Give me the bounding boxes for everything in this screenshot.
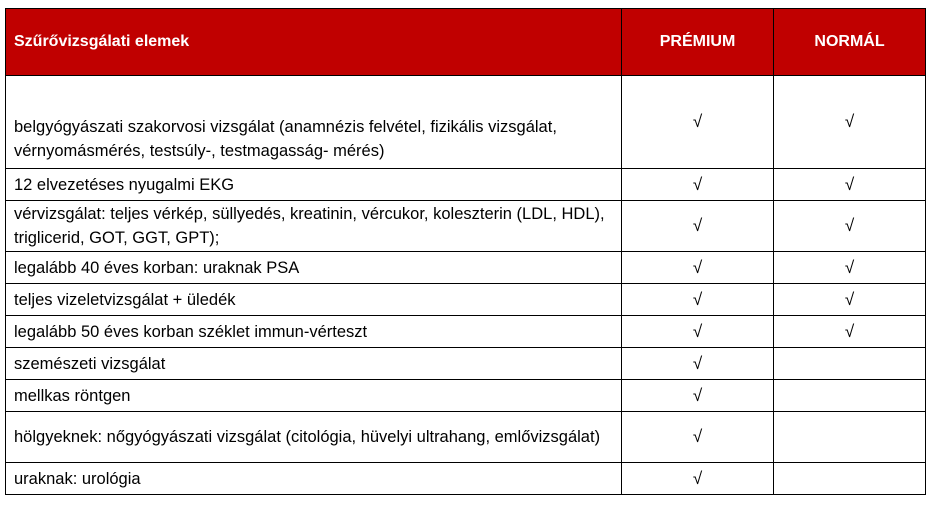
table-row [6,201,926,252]
table-row [6,284,926,316]
premium-check: √ [622,463,774,495]
row-item: szemészeti vizsgálat [6,348,622,380]
premium-check: √ [622,348,774,380]
table-row [6,348,926,380]
row-item: uraknak: urológia [6,463,622,495]
row-item: hölgyeknek: nőgyógyászati vizsgálat (citológia, hüvelyi ultrahang, emlővizsgálat) [6,412,622,463]
row-item: legalább 40 éves korban: uraknak PSA [6,252,622,284]
table-row [6,463,926,495]
normal-check [774,380,926,412]
row-item: teljes vizeletvizsgálat + üledék [6,284,622,316]
row-item: mellkas röntgen [6,380,622,412]
premium-check: √ [622,380,774,412]
row-item: legalább 50 éves korban széklet immun-vérteszt [6,316,622,348]
normal-check: √ [774,201,926,252]
normal-check: √ [774,252,926,284]
normal-check: √ [774,76,926,169]
table-row [6,169,926,201]
screening-comparison-table [5,8,926,495]
table-row [6,76,926,169]
premium-check: √ [622,284,774,316]
normal-check [774,463,926,495]
premium-check: √ [622,76,774,169]
header-normal: NORMÁL [774,9,926,76]
row-item: 12 elvezetéses nyugalmi EKG [6,169,622,201]
premium-check: √ [622,316,774,348]
header-screening-items: Szűrővizsgálati elemek [6,9,622,76]
table-row [6,380,926,412]
premium-check: √ [622,201,774,252]
premium-check: √ [622,412,774,463]
table-row [6,412,926,463]
normal-check: √ [774,169,926,201]
normal-check: √ [774,284,926,316]
row-item: belgyógyászati szakorvosi vizsgálat (anamnézis felvétel, fizikális vizsgálat, vérnyomásmérés, testsúly-, testmagasság- mérés) [6,76,622,169]
row-item: vérvizsgálat: teljes vérkép, süllyedés, kreatinin, vércukor, koleszterin (LDL, HDL), triglicerid, GOT, GGT, GPT); [6,201,622,252]
table-row [6,316,926,348]
premium-check: √ [622,169,774,201]
table-header-row [6,9,926,76]
normal-check: √ [774,316,926,348]
header-premium: PRÉMIUM [622,9,774,76]
normal-check [774,348,926,380]
normal-check [774,412,926,463]
premium-check: √ [622,252,774,284]
table-row [6,252,926,284]
